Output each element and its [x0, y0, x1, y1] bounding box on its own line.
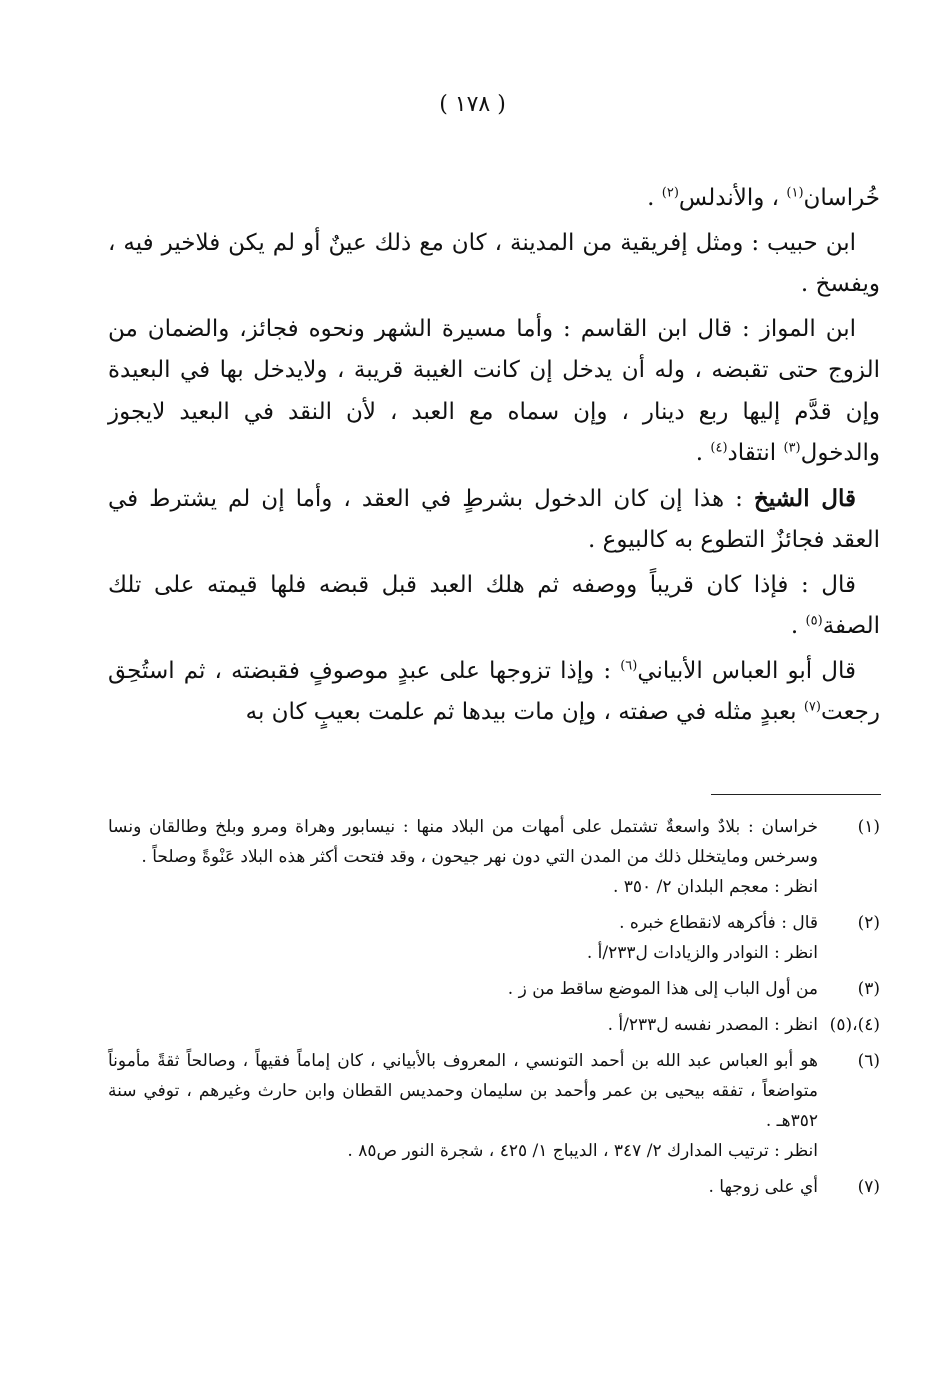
- page-number: ( ١٧٨ ): [439, 92, 506, 117]
- footnote-separator: [711, 794, 881, 795]
- footnote-source: انظر : معجم البلدان ٢/ ٣٥٠ .: [612, 877, 818, 897]
- footnote-1: [108, 812, 880, 902]
- footnote-2: [108, 908, 880, 968]
- paragraph-3: ابن المواز : قال ابن القاسم : وأما مسيرة الشهر ونحوه فجائز، والضمان من الزوج حتى تقبضه ، وله أن يدخل إن كانت الغيبة قريبة ، ولايدخل بها في البعيدة وإن قدَّم إليها ربع دينار ، وإن سماه مع العبد ، لأن النقد في البعيد لايجوز والدخول$^{(٣)}$ انتقاد$^{(٤)}$ .: [108, 315, 880, 466]
- footnote-source: انظر : ترتيب المدارك ٢/ ٣٤٧ ، الديباج ١/ ٤٢٥ ، شجرة النور ص٨٥ .: [347, 1141, 818, 1161]
- footnote-text: قال : فأكرهه لانقطاع خبره .: [619, 913, 818, 933]
- footnote-source: انظر : النوادر والزيادات ل٢٣٣/أ .: [586, 943, 818, 963]
- footnote-text: أي على زوجها .: [708, 1177, 818, 1197]
- paragraph-2: ابن حبيب : ومثل إفريقية من المدينة ، كان مع ذلك عينٌ أو لم يكن فلاخير فيه ، ويفسخ .: [108, 229, 880, 297]
- footnote-ref-5: (٥): [805, 613, 823, 629]
- main-text: [108, 178, 880, 734]
- footnote-text: من أول الباب إلى هذا الموضع ساقط من ز .: [507, 979, 818, 999]
- footnote-number: (٦): [857, 1051, 880, 1071]
- paragraph-6: قال أبو العباس الأبياني$^{(٦)}$ : وإذا تزوجها على عبدٍ موصوفٍ فقبضته ، ثم استُحِق رجعت$^{(٧)}$ بعبدٍ مثله في صفته ، وإن مات بيدها ثم علمت بعيبٍ كان به: [108, 657, 880, 725]
- footnote-4-5: [108, 1010, 880, 1040]
- footnote-text: خراسان : بلادٌ واسعةٌ تشتمل على أمهات من البلاد منها : نيسابور وهراة ومرو وبلخ وطالقان ونسا وسرخس ومايتخلل ذلك من المدن التي دون نهر جيحون ، وقد فتحت أكثر هذه البلاد عَنْوةً وصلحاً .: [108, 817, 818, 867]
- footnote-ref-2: (٢): [661, 185, 679, 201]
- footnote-ref-4: (٤): [710, 440, 728, 456]
- footnote-text: انظر : المصدر نفسه ل٢٣٣/أ .: [607, 1015, 818, 1035]
- footnote-text: هو أبو العباس عبد الله بن أحمد التونسي ، المعروف بالأبياني ، كان إماماً فقيهاً ، وصالحاً ثقةً مأموناً متواضعاً ، تفقه بيحيى بن عمر وأحمد بن سليمان وحمديس القطان وابن حارث وغيرهم ، توفي سنة ٣٥٢هـ .: [108, 1051, 818, 1131]
- paragraph-4: قال الشيخ : هذا إن كان الدخول بشرطٍ في العقد ، وأما إن لم يشترط في العقد فجائزٌ التطوع به كالبيوع .: [108, 484, 880, 553]
- footnote-6: [108, 1046, 880, 1166]
- footnote-ref-1: (١): [786, 185, 804, 201]
- footnote-number: (١): [857, 817, 880, 837]
- footnote-ref-7: (٧): [803, 699, 821, 715]
- footnote-number: (٢): [857, 913, 880, 933]
- footnote-number: (٧): [857, 1177, 880, 1197]
- footnote-number: (٤)،(٥): [829, 1015, 880, 1035]
- footnote-ref-3: (٣): [783, 440, 801, 456]
- footnote-7: [108, 1172, 880, 1202]
- footnotes: [108, 812, 880, 1208]
- footnote-ref-6: (٦): [620, 657, 638, 673]
- footnote-number: (٣): [857, 979, 880, 999]
- sheikh-heading: قال الشيخ: [753, 484, 856, 512]
- paragraph-1: خُراسان$^{(١)}$ ، والأندلس$^{(٢)}$ .: [647, 185, 880, 211]
- footnote-3: [108, 974, 880, 1004]
- paragraph-5: قال : فإذا كان قريباً ووصفه ثم هلك العبد قبل قبضه فلها قيمته على تلك الصفة$^{(٥)}$ .: [108, 571, 880, 639]
